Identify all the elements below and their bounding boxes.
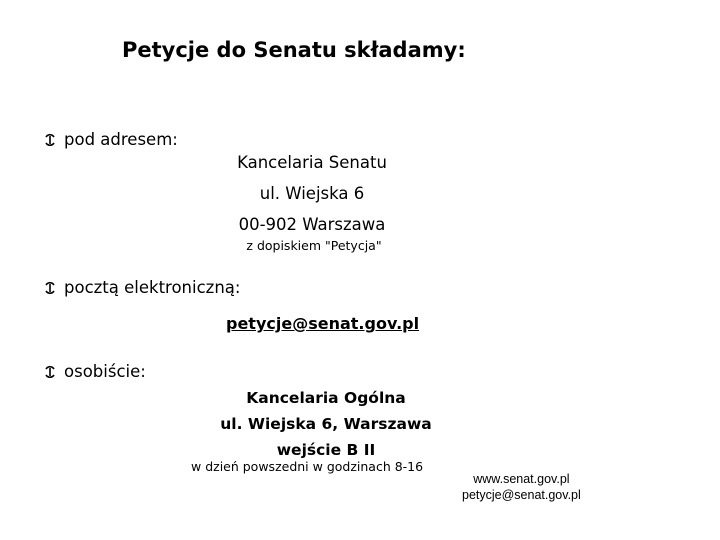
office-line-2: ul. Wiejska 6, Warszawa: [220, 415, 432, 433]
office-block: [220, 385, 431, 463]
bullet-email-label: pocztą elektroniczną:: [64, 278, 241, 297]
arrow-bullet-icon: [45, 282, 55, 294]
address-block: [237, 147, 387, 240]
bullet-person-label: osobiście:: [64, 362, 146, 381]
address-note: z dopiskiem "Petycja": [246, 238, 382, 253]
bullet-address-label: pod adresem:: [64, 130, 178, 149]
address-line-1: Kancelaria Senatu: [237, 153, 387, 172]
address-line-3: 00-902 Warszawa: [238, 215, 386, 234]
email-link[interactable]: petycje@senat.gov.pl: [226, 314, 420, 333]
bullet-person: [45, 362, 146, 381]
office-line-3: wejście B II: [276, 441, 376, 459]
footer-website[interactable]: www.senat.gov.pl: [473, 472, 570, 486]
office-line-1: Kancelaria Ogólna: [246, 389, 406, 407]
bullet-email: [45, 278, 240, 297]
office-hours: w dzień powszedni w godzinach 8-16: [191, 459, 424, 474]
bullet-address: [45, 130, 178, 149]
page-title: Petycje do Senatu składamy:: [122, 38, 466, 62]
arrow-bullet-icon: [45, 366, 55, 378]
footer-email[interactable]: petycje@senat.gov.pl: [462, 488, 581, 502]
arrow-bullet-icon: [45, 134, 55, 146]
footer: [462, 471, 581, 503]
address-line-2: ul. Wiejska 6: [259, 184, 365, 203]
